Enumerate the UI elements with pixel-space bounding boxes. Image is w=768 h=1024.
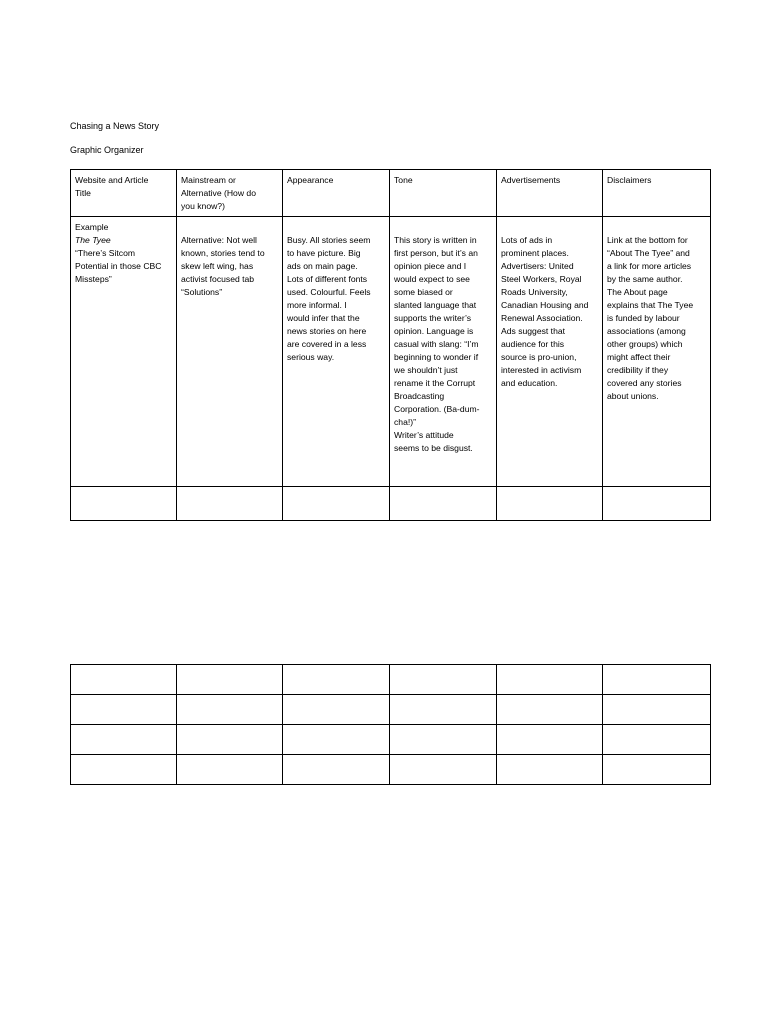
example-label: Example [75,222,109,232]
header-disclaimers: Disclaimers [603,170,711,217]
example-website-cell [71,217,177,487]
example-appearance-text: Busy. All stories seem to have picture. Big ads on main page. Lots of different fonts used. Colourful. Feels more informal. I would infer that the news stories on here are covered in a less serious way. [287,235,371,362]
empty-row [71,487,711,521]
empty-cell [71,665,177,695]
empty-cell [177,695,283,725]
empty-cell [497,755,603,785]
empty-cell [603,665,711,695]
graphic-organizer-table [70,169,711,521]
empty-cell [177,665,283,695]
example-advertisements-cell [497,217,603,487]
empty-cell [603,725,711,755]
example-disclaimers-cell [603,217,711,487]
example-mainstream-cell [177,217,283,487]
header-tone: Tone [390,170,497,217]
empty-cell [177,755,283,785]
document-subtitle: Graphic Organizer [70,145,144,155]
empty-cell [71,725,177,755]
example-tone-text: This story is written in first person, but it’s an opinion piece and I would expect to see some biased or slanted language that supports the writer’s opinion. Language is casual with slang: “I’m beginning to wonder if we shouldn’t just rename it the Corrupt Broadcasting Corporation. (Ba-dum- cha!)” Writer’s attitude seems to be disgust. [394,235,480,453]
empty-cell [497,695,603,725]
empty-cell [71,695,177,725]
empty-row [71,695,711,725]
empty-cell [390,665,497,695]
empty-cell [177,487,283,521]
document-title: Chasing a News Story [70,121,160,131]
empty-cell [497,725,603,755]
example-advertisements-text: Lots of ads in prominent places. Advertisers: United Steel Workers, Royal Roads University, Canadian Housing and Renewal Association. Ads suggest that audience for this source is pro-union, interested in activism and education. [501,235,589,388]
empty-cell [283,487,390,521]
empty-cell [603,695,711,725]
empty-cell [71,755,177,785]
example-mainstream-text: Alternative: Not well known, stories tend to skew left wing, has activist focused tab “Solutions” [181,235,265,297]
example-article-title: “There’s Sitcom Potential in those CBC Missteps” [75,248,162,284]
blank-table [70,664,711,785]
empty-cell [390,487,497,521]
example-disclaimers-text: Link at the bottom for “About The Tyee” and a link for more articles by the same author. The About page explains that The Tyee is funded by labour associations (among other groups) which might affect their credibility if they covered any stories about unions. [607,235,694,401]
empty-cell [283,725,390,755]
table-header-row [71,170,711,217]
header-website-title: Website and Article Title [71,170,177,217]
example-row [71,217,711,487]
empty-cell [283,665,390,695]
empty-cell [390,755,497,785]
example-tone-cell [390,217,497,487]
example-source: The Tyee [75,235,111,245]
empty-cell [497,665,603,695]
empty-cell [177,725,283,755]
empty-cell [390,695,497,725]
empty-cell [497,487,603,521]
example-appearance-cell [283,217,390,487]
empty-row [71,755,711,785]
empty-cell [283,695,390,725]
empty-cell [603,487,711,521]
empty-cell [283,755,390,785]
empty-row [71,725,711,755]
empty-cell [71,487,177,521]
empty-cell [603,755,711,785]
header-advertisements: Advertisements [497,170,603,217]
empty-row [71,665,711,695]
header-mainstream-alternative: Mainstream or Alternative (How do you know?) [177,170,283,217]
header-appearance: Appearance [283,170,390,217]
empty-cell [390,725,497,755]
